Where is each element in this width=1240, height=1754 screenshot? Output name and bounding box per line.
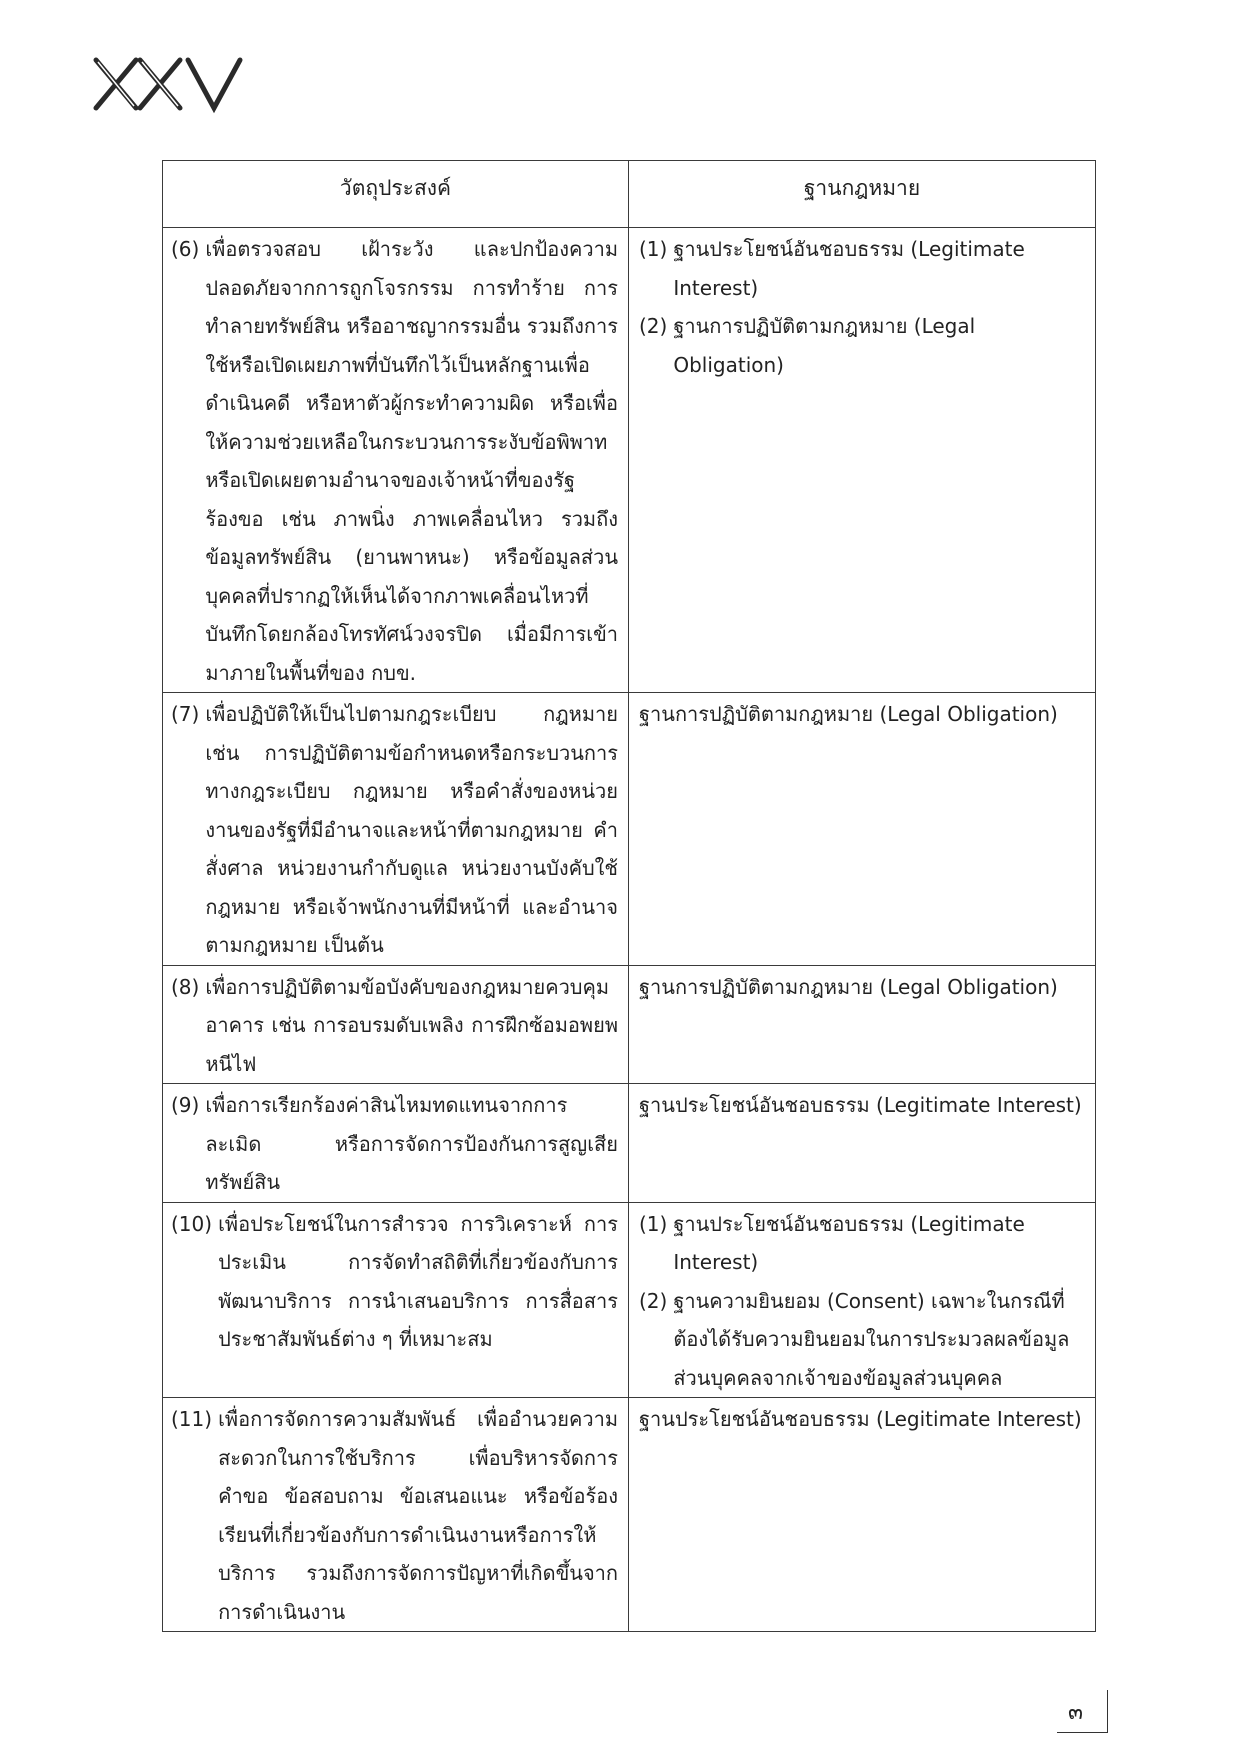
purpose-number: (11) bbox=[171, 1407, 213, 1431]
table-row bbox=[163, 965, 1096, 1084]
purpose-cell bbox=[163, 1398, 629, 1632]
legal-basis-text: ฐานประโยชน์อันชอบธรรม (Legitimate Interest) bbox=[673, 237, 1025, 300]
purpose-text: เพื่อปฏิบัติให้เป็นไปตามกฎระเบียบ กฎหมาย เช่น การปฏิบัติตามข้อกำหนดหรือกระบวนการทางกฎระเบียบ กฎหมาย หรือคำสั่งของหน่วยงานของรัฐที่มีอำนาจและหน้าที่ตามกฎหมาย คำสั่งศาล หน่วยงานกำกับดูแล หน่วยงานบังคับใช้กฎหมาย หรือเจ้าพนักงานที่มีหน้าที่ และอำนาจตามกฎหมาย เป็นต้น bbox=[205, 702, 618, 957]
purpose-cell bbox=[163, 693, 629, 966]
legal-basis-cell bbox=[629, 965, 1096, 1084]
table-row bbox=[163, 1202, 1096, 1398]
legal-basis-item bbox=[639, 230, 1087, 307]
legal-basis-item bbox=[639, 1086, 1087, 1125]
legal-basis-item bbox=[639, 1400, 1087, 1439]
purpose-text: เพื่อการปฏิบัติตามข้อบังคับของกฎหมายควบคุมอาคาร เช่น การอบรมดับเพลิง การฝึกซ้อมอพยพหนีไฟ bbox=[205, 974, 618, 1076]
purpose-number: (10) bbox=[171, 1211, 213, 1236]
purpose-text: เพื่อการเรียกร้องค่าสินไหมทดแทนจากการละเมิด หรือการจัดการป้องกันการสูญเสียทรัพย์สิน bbox=[205, 1093, 618, 1194]
legal-basis-text: ฐานประโยชน์อันชอบธรรม (Legitimate Interest) bbox=[639, 1407, 1082, 1431]
table-row bbox=[163, 693, 1096, 966]
purpose-number: (6) bbox=[171, 237, 200, 261]
table-row bbox=[163, 1398, 1096, 1632]
legal-basis-text: ฐานการปฏิบัติตามกฎหมาย (Legal Obligation) bbox=[639, 974, 1058, 999]
legal-basis-text: ฐานประโยชน์อันชอบธรรม (Legitimate Interest) bbox=[673, 1211, 1025, 1274]
purpose-text: เพื่อการจัดการความสัมพันธ์ เพื่ออำนวยความสะดวกในการใช้บริการ เพื่อบริหารจัดการคำขอ ข้อสอบถาม ข้อเสนอแนะ หรือข้อร้องเรียนที่เกี่ยวข้องกับการดำเนินงานหรือการให้บริการ รวมถึงการจัดการปัญหาที่เกิดขึ้นจากการดำเนินงาน bbox=[218, 1407, 618, 1624]
legal-basis-cell bbox=[629, 228, 1096, 693]
purpose-text: เพื่อตรวจสอบ เฝ้าระวัง และปกป้องความปลอดภัยจากการถูกโจรกรรม การทำร้าย การทำลายทรัพย์สิน หรืออาชญากรรมอื่น รวมถึงการใช้หรือเปิดเผยภาพที่บันทึกไว้เป็นหลักฐานเพื่อดำเนินคดี หรือหาตัวผู้กระทำความผิด หรือเพื่อให้ความช่วยเหลือในกระบวนการระงับข้อพิพาท หรือเปิดเผยตามอำนาจของเจ้าหน้าที่ของรัฐร้องขอ เช่น ภาพนิ่ง ภาพเคลื่อนไหว รวมถึงข้อมูลทรัพย์สิน (ยานพาหนะ) หรือข้อมูลส่วนบุคคลที่ปรากฏให้เห็นได้จากภาพเคลื่อนไหวที่บันทึกโดยกล้องโทรทัศน์วงจรปิด เมื่อมีการเข้ามาภายในพื้นที่ของ กบข. bbox=[205, 237, 618, 685]
legal-basis-number: (1) bbox=[639, 1211, 668, 1236]
legal-basis-cell bbox=[629, 693, 1096, 966]
legal-basis-text: ฐานความยินยอม (Consent) เฉพาะในกรณีที่ต้องได้รับความยินยอมในการประมวลผลข้อมูลส่วนบุคคลจากเจ้าของข้อมูลส่วนบุคคล bbox=[673, 1288, 1070, 1390]
purpose-legal-basis-table bbox=[162, 160, 1096, 1632]
legal-basis-item bbox=[639, 307, 1087, 384]
purpose-cell bbox=[163, 228, 629, 693]
legal-basis-cell bbox=[629, 1202, 1096, 1398]
page-number: ๓ bbox=[1068, 1700, 1084, 1725]
purpose-number: (8) bbox=[171, 974, 200, 999]
legal-basis-text: ฐานการปฏิบัติตามกฎหมาย (Legal Obligation) bbox=[673, 314, 976, 377]
purpose-cell bbox=[163, 965, 629, 1084]
legal-basis-item bbox=[639, 695, 1087, 734]
header-purpose: วัตถุประสงค์ bbox=[163, 161, 629, 228]
legal-basis-text: ฐานประโยชน์อันชอบธรรม (Legitimate Interest) bbox=[639, 1093, 1082, 1117]
table-header-row bbox=[163, 161, 1096, 228]
legal-basis-cell bbox=[629, 1398, 1096, 1632]
purpose-number: (7) bbox=[171, 702, 200, 726]
legal-basis-item bbox=[639, 1205, 1087, 1282]
purpose-text: เพื่อประโยชน์ในการสำรวจ การวิเคราะห์ การประเมิน การจัดทำสถิติที่เกี่ยวข้องกับการพัฒนาบริการ การนำเสนอบริการ การสื่อสารประชาสัมพันธ์ต่าง ๆ ที่เหมาะสม bbox=[218, 1211, 618, 1351]
table-row bbox=[163, 228, 1096, 693]
header-legal-basis: ฐานกฎหมาย bbox=[629, 161, 1096, 228]
purpose-number: (9) bbox=[171, 1093, 200, 1117]
legal-basis-item bbox=[639, 1282, 1087, 1398]
legal-basis-text: ฐานการปฏิบัติตามกฎหมาย (Legal Obligation) bbox=[639, 702, 1058, 726]
legal-basis-number: (1) bbox=[639, 237, 668, 261]
legal-basis-number: (2) bbox=[639, 314, 668, 338]
legal-basis-item bbox=[639, 968, 1087, 1007]
purpose-cell bbox=[163, 1202, 629, 1398]
logo-icon bbox=[92, 52, 252, 114]
table-row bbox=[163, 1084, 1096, 1203]
legal-basis-number: (2) bbox=[639, 1288, 668, 1313]
purpose-cell bbox=[163, 1084, 629, 1203]
legal-basis-cell bbox=[629, 1084, 1096, 1203]
